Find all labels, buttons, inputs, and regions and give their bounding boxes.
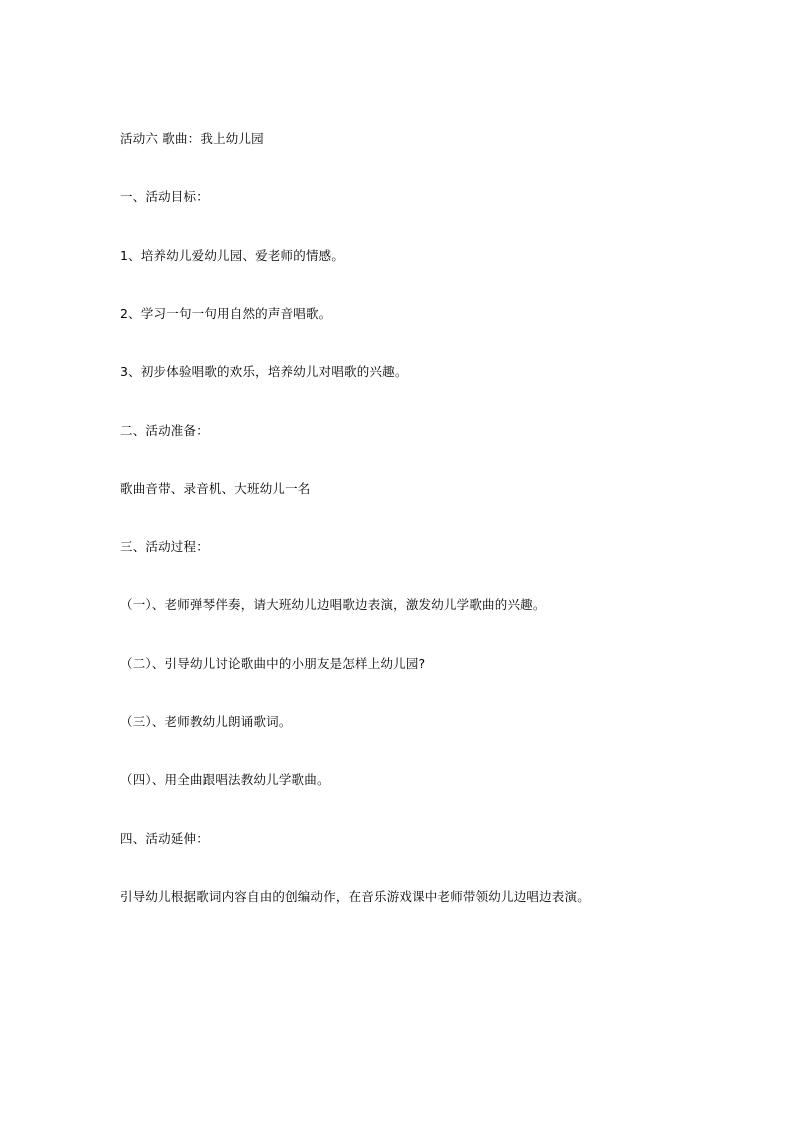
process-step-1: （一）、老师弹琴伴奏，请大班幼儿边唱歌边表演，激发幼儿学歌曲的兴趣。 (120, 597, 546, 612)
section-heading-extension: 四、活动延伸： (120, 831, 209, 846)
extension-text: 引导幼儿根据歌词内容自由的创编动作，在音乐游戏课中老师带领幼儿边唱边表演。 (120, 889, 590, 904)
section-heading-process: 三、活动过程： (120, 539, 209, 554)
process-step-3: （三）、老师教幼儿朗诵歌词。 (120, 714, 292, 729)
document-title: 活动六 歌曲：我上幼儿园 (120, 131, 264, 146)
section-heading-preparation: 二、活动准备： (120, 423, 209, 438)
process-step-4: （四）、用全曲跟唱法教幼儿学歌曲。 (120, 772, 330, 787)
process-step-2: （二）、引导幼儿讨论歌曲中的小朋友是怎样上幼儿园? (120, 656, 426, 671)
goal-item-2: 2、学习一句一句用自然的声音唱歌。 (120, 306, 332, 321)
goal-item-1: 1、培养幼儿爱幼儿园、爱老师的情感。 (120, 248, 345, 263)
goal-item-3: 3、初步体验唱歌的欢乐，培养幼儿对唱歌的兴趣。 (120, 364, 408, 379)
preparation-text: 歌曲音带、录音机、大班幼儿一名 (120, 481, 311, 496)
section-heading-goals: 一、活动目标： (120, 189, 209, 204)
